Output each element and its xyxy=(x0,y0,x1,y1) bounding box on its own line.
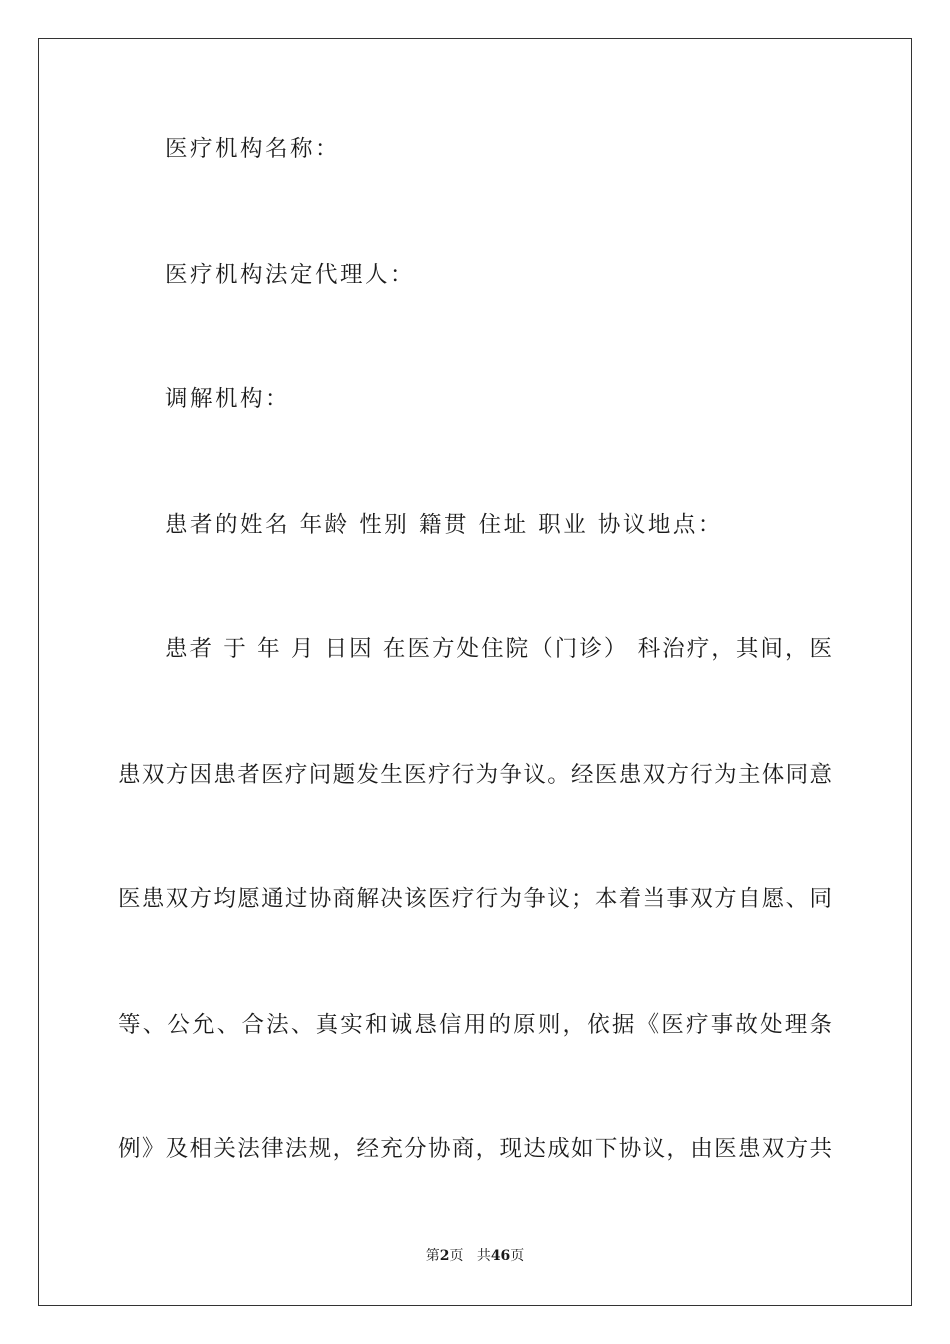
paragraph-line-3: 医患双方均愿通过协商解决该医疗行为争议；本着当事双方自愿、同 xyxy=(118,886,832,912)
total-prefix: 共 xyxy=(476,1248,491,1264)
paragraph-line-5: 例》及相关法律法规，经充分协商，现达成如下协议，由医患双方共 xyxy=(118,1136,832,1162)
paragraph-line-1: 患者 于 年 月 日因 在医方处住院（门诊） 科治疗，其间，医 xyxy=(165,636,832,662)
paragraph-line-2: 患双方因患者医疗问题发生医疗行为争议。经医患双方行为主体同意 xyxy=(118,762,832,788)
page-footer xyxy=(0,1247,950,1265)
page-suffix: 页 xyxy=(449,1248,464,1264)
patient-info-line: 患者的姓名 年龄 性别 籍贯 住址 职业 协议地点： xyxy=(165,512,723,538)
institution-name-line: 医疗机构名称： xyxy=(165,136,341,162)
mediation-body-line: 调解机构： xyxy=(165,386,291,412)
legal-representative-line: 医疗机构法定代理人： xyxy=(165,262,416,288)
total-suffix: 页 xyxy=(510,1248,525,1264)
page-prefix: 第 xyxy=(425,1248,440,1264)
paragraph-line-4: 等、公允、合法、真实和诚恳信用的原则，依据《医疗事故处理条 xyxy=(118,1012,832,1038)
page-border xyxy=(38,38,912,1306)
total-pages: 46 xyxy=(490,1248,511,1264)
page-number: 2 xyxy=(439,1248,450,1264)
